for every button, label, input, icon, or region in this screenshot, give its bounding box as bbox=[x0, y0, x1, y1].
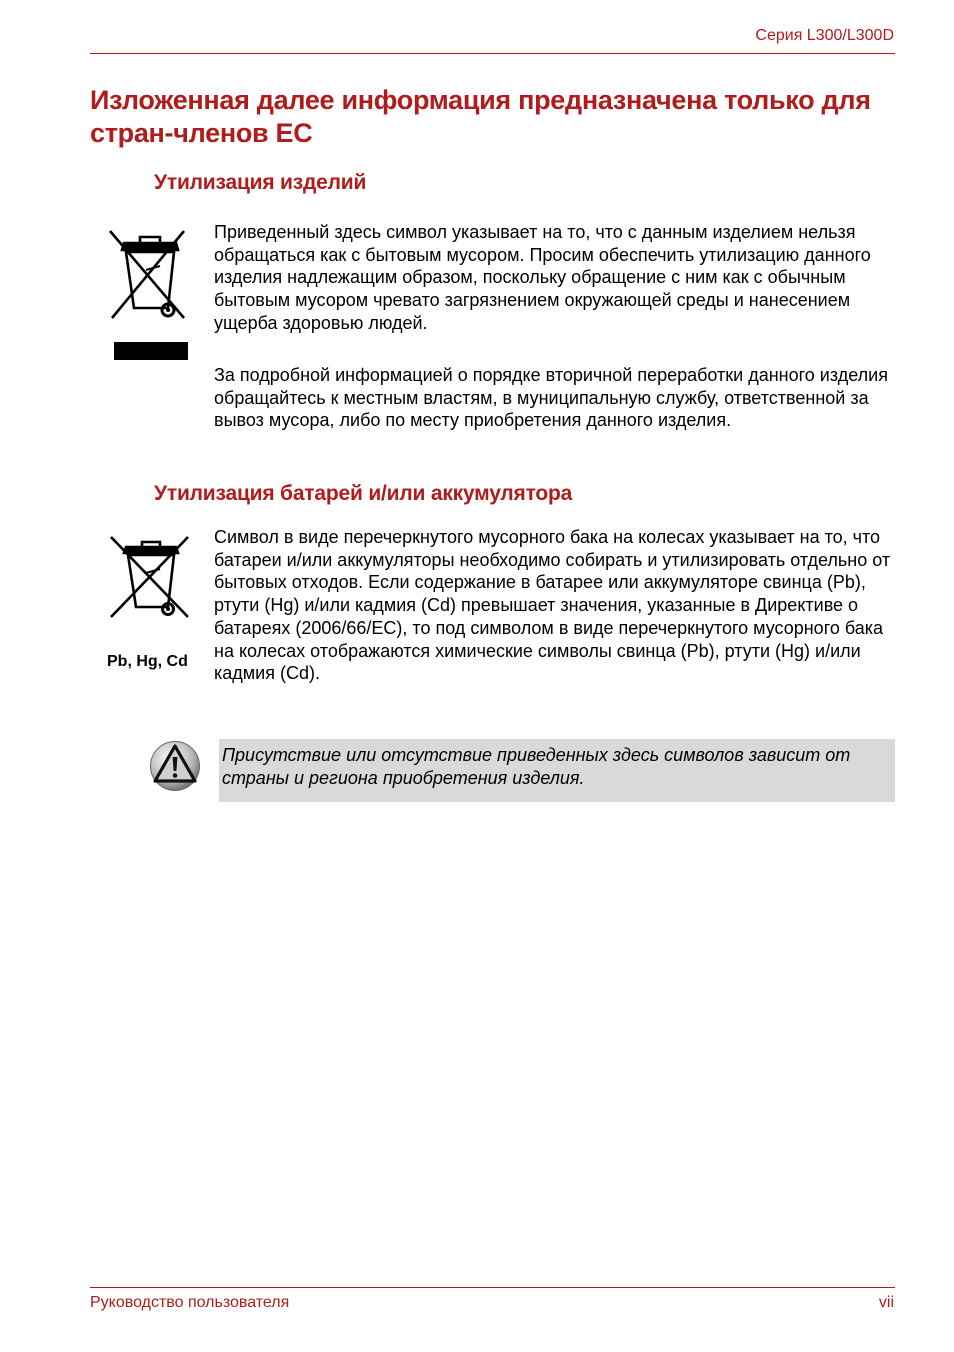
footer-rule bbox=[90, 1287, 895, 1288]
crossed-out-wheelie-bin-icon bbox=[108, 226, 188, 362]
products-paragraph-2: За подробной информацией о порядке вторичной переработки данного изделия обращайтесь к местным властям, в муниципальную службу, ответственной за вывоз мусора, либо по месту приобретения данного изделия. bbox=[214, 365, 888, 431]
section-heading-products: Утилизация изделий bbox=[154, 171, 367, 194]
chemical-symbols-label: Pb, Hg, Cd bbox=[107, 653, 188, 670]
note-box bbox=[219, 739, 895, 802]
products-paragraph-1: Приведенный здесь символ указывает на то, что с данным изделием нельзя обращаться как с бытовым мусором. Просим обеспечить утилизацию данного изделия надлежащим образом, поскольку обращение с ним как с обычным бытовым мусором чревато загрязнением окружающей среды и нанесением ущерба здоровью людей. bbox=[214, 222, 871, 333]
battery-bin-icon bbox=[108, 535, 194, 619]
footer-manual-title: Руководство пользователя bbox=[90, 1294, 290, 1311]
note-text: Присутствие или отсутствие приведенных здесь символов зависит от страны и региона приобретения изделия. bbox=[222, 745, 851, 788]
page-title: Изложенная далее информация предназначена только для стран-членов ЕС bbox=[90, 85, 871, 148]
section-heading-batteries: Утилизация батарей и/или аккумулятора bbox=[154, 482, 573, 505]
header-series: Серия L300/L300D bbox=[755, 27, 894, 44]
footer-page-number: vii bbox=[878, 1294, 894, 1311]
batteries-paragraph: Символ в виде перечеркнутого мусорного бака на колесах указывает на то, что батареи и/или аккумуляторы необходимо собирать и утилизировать отдельно от бытовых отходов. Если содержание в батарее или аккумуляторе свинца (Pb), ртути (Hg) и/или кадмия (Cd) превышает значения, указанные в Директиве о батареях (2006/66/EC), то под символом в виде перечеркнутого мусорного бака на колесах отображаются химические символы свинца (Pb), ртути (Hg) и/или кадмия (Cd). bbox=[214, 527, 891, 684]
header-rule bbox=[90, 53, 895, 54]
solid-bar bbox=[114, 342, 188, 360]
warning-triangle-icon bbox=[149, 740, 201, 792]
